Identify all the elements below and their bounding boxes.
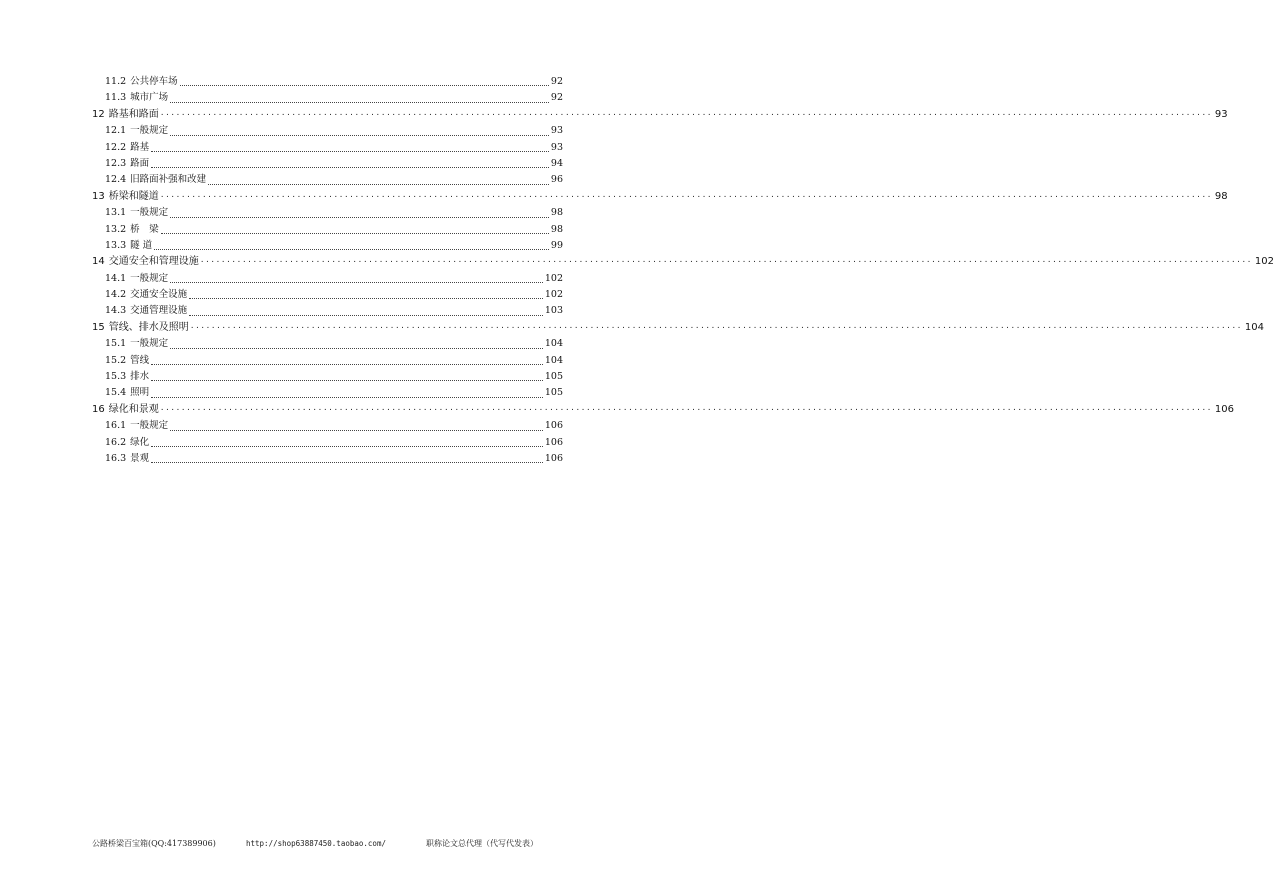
toc-entry-page: 102 [1254, 256, 1274, 268]
toc-chapter-entry[interactable] [92, 402, 1234, 418]
toc-entry-number: 12.3 [105, 157, 127, 169]
toc-entry-number: 15 [92, 321, 105, 333]
toc-dot-leader [170, 348, 543, 349]
toc-entry-title: 管线 [130, 354, 150, 366]
toc-section-entry[interactable] [92, 271, 563, 287]
toc-dot-leader: ........................................................................................................................................................................................................ [160, 107, 1213, 118]
toc-section-entry[interactable] [92, 205, 563, 221]
toc-chapter-entry[interactable] [92, 189, 1228, 205]
toc-section-entry[interactable] [92, 418, 563, 434]
toc-dot-leader [170, 430, 543, 431]
toc-entry-page: 94 [550, 157, 563, 169]
toc-entry-page: 106 [1214, 403, 1234, 415]
toc-section-entry[interactable] [92, 369, 563, 385]
toc-entry-number: 15.2 [105, 354, 127, 366]
toc-entry-title: 交通安全和管理设施 [108, 256, 199, 268]
toc-entry-title: 绿化和景观 [108, 403, 159, 415]
toc-entry-page: 104 [544, 354, 563, 366]
toc-entry-number: 12 [92, 108, 105, 120]
toc-entry-number: 16 [92, 403, 105, 415]
toc-entry-page: 102 [544, 272, 563, 284]
toc-entry-title: 隧 道 [130, 239, 153, 251]
toc-entry-title: 一般规定 [130, 207, 169, 219]
toc-entry-page: 105 [544, 371, 563, 383]
toc-entry-page: 104 [544, 338, 563, 350]
toc-entry-title: 一般规定 [130, 420, 169, 432]
toc-entry-page: 93 [550, 125, 563, 137]
toc-entry-page: 98 [550, 223, 563, 235]
toc-entry-page: 106 [544, 420, 563, 432]
toc-entry-number: 13 [92, 190, 105, 202]
toc-entry-number: 15.1 [105, 338, 127, 350]
toc-dot-leader [208, 184, 549, 185]
toc-entry-title: 城市广场 [130, 92, 169, 104]
toc-dot-leader: ........................................................................................................................................................................................................ [190, 320, 1243, 331]
toc-entry-number: 13.1 [105, 207, 127, 219]
toc-section-entry[interactable] [92, 123, 563, 139]
table-of-contents [92, 74, 1274, 467]
toc-entry-title: 桥梁和隧道 [108, 190, 159, 202]
toc-entry-title: 旧路面补强和改建 [130, 174, 207, 186]
toc-section-entry[interactable] [92, 451, 563, 467]
toc-dot-leader [170, 102, 549, 103]
toc-dot-leader [151, 364, 543, 365]
toc-chapter-entry[interactable] [92, 320, 1264, 336]
toc-entry-page: 104 [1244, 321, 1264, 333]
toc-dot-leader [161, 233, 549, 234]
toc-entry-number: 13.3 [105, 239, 127, 251]
toc-entry-page: 106 [544, 452, 563, 464]
toc-entry-title: 绿化 [130, 436, 150, 448]
toc-dot-leader [189, 298, 543, 299]
toc-entry-number: 14.2 [105, 289, 127, 301]
toc-dot-leader [151, 151, 549, 152]
toc-entry-title: 一般规定 [130, 338, 169, 350]
toc-dot-leader [151, 380, 543, 381]
toc-section-entry[interactable] [92, 222, 563, 238]
toc-entry-number: 16.2 [105, 436, 127, 448]
toc-chapter-entry[interactable] [92, 254, 1274, 270]
toc-dot-leader [189, 315, 543, 316]
toc-entry-number: 14 [92, 256, 105, 268]
toc-entry-page: 103 [544, 305, 563, 317]
toc-section-entry[interactable] [92, 74, 563, 90]
toc-dot-leader [154, 249, 549, 250]
toc-section-entry[interactable] [92, 287, 563, 303]
footer-right-text: 职称论文总代理（代写代发表） [426, 839, 538, 848]
toc-entry-number: 16.1 [105, 420, 127, 432]
toc-entry-page: 98 [550, 207, 563, 219]
toc-entry-title: 一般规定 [130, 125, 169, 137]
toc-entry-title: 桥 梁 [130, 223, 159, 235]
toc-section-entry[interactable] [92, 435, 563, 451]
toc-dot-leader: ........................................................................................................................................................................................................ [200, 255, 1253, 266]
toc-entry-number: 12.4 [105, 174, 127, 186]
toc-dot-leader [170, 282, 543, 283]
toc-dot-leader [151, 397, 543, 398]
toc-entry-title: 交通安全设施 [130, 289, 188, 301]
toc-entry-title: 照明 [130, 387, 150, 399]
toc-dot-leader [151, 167, 549, 168]
toc-entry-page: 93 [550, 141, 563, 153]
toc-entry-title: 路基和路面 [108, 108, 159, 120]
toc-dot-leader: ........................................................................................................................................................................................................ [160, 402, 1213, 413]
toc-section-entry[interactable] [92, 156, 563, 172]
toc-entry-page: 92 [550, 76, 563, 87]
toc-entry-number: 14.3 [105, 305, 127, 317]
toc-entry-title: 景观 [130, 452, 150, 464]
toc-entry-number: 15.4 [105, 387, 127, 399]
toc-entry-number: 11.2 [105, 76, 127, 87]
toc-entry-title: 排水 [130, 371, 150, 383]
toc-dot-leader [170, 135, 549, 136]
footer-url[interactable]: http://shop63887450.taobao.com/ [246, 839, 386, 848]
toc-entry-page: 96 [550, 174, 563, 186]
toc-entry-page: 102 [544, 289, 563, 301]
toc-entry-number: 11.3 [105, 92, 127, 104]
toc-entry-page: 99 [550, 239, 563, 251]
toc-entry-page: 93 [1214, 108, 1228, 120]
toc-entry-number: 13.2 [105, 223, 127, 235]
toc-entry-title: 管线、排水及照明 [108, 321, 189, 333]
toc-section-entry[interactable] [92, 353, 563, 369]
toc-entry-number: 12.2 [105, 141, 127, 153]
page-footer [0, 837, 620, 851]
toc-entry-title: 公共停车场 [130, 76, 178, 87]
toc-entry-title: 交通管理设施 [130, 305, 188, 317]
toc-dot-leader: ........................................................................................................................................................................................................ [160, 189, 1213, 200]
toc-entry-title: 路基 [130, 141, 150, 153]
toc-entry-page: 98 [1214, 190, 1228, 202]
footer-left-text: 公路桥梁百宝箱(QQ:417389906) [92, 839, 216, 848]
toc-entry-page: 106 [544, 436, 563, 448]
toc-entry-page: 92 [550, 92, 563, 104]
toc-chapter-entry[interactable] [92, 107, 1228, 123]
toc-section-entry[interactable] [92, 336, 563, 352]
toc-dot-leader [170, 217, 549, 218]
toc-section-entry[interactable] [92, 140, 563, 156]
toc-dot-leader [151, 462, 543, 463]
toc-entry-number: 15.3 [105, 371, 127, 383]
toc-dot-leader [180, 85, 549, 86]
toc-dot-leader [151, 446, 543, 447]
toc-entry-number: 12.1 [105, 125, 127, 137]
toc-entry-page: 105 [544, 387, 563, 399]
toc-entry-number: 16.3 [105, 452, 127, 464]
toc-entry-title: 一般规定 [130, 272, 169, 284]
toc-entry-title: 路面 [130, 157, 150, 169]
toc-entry-number: 14.1 [105, 272, 127, 284]
